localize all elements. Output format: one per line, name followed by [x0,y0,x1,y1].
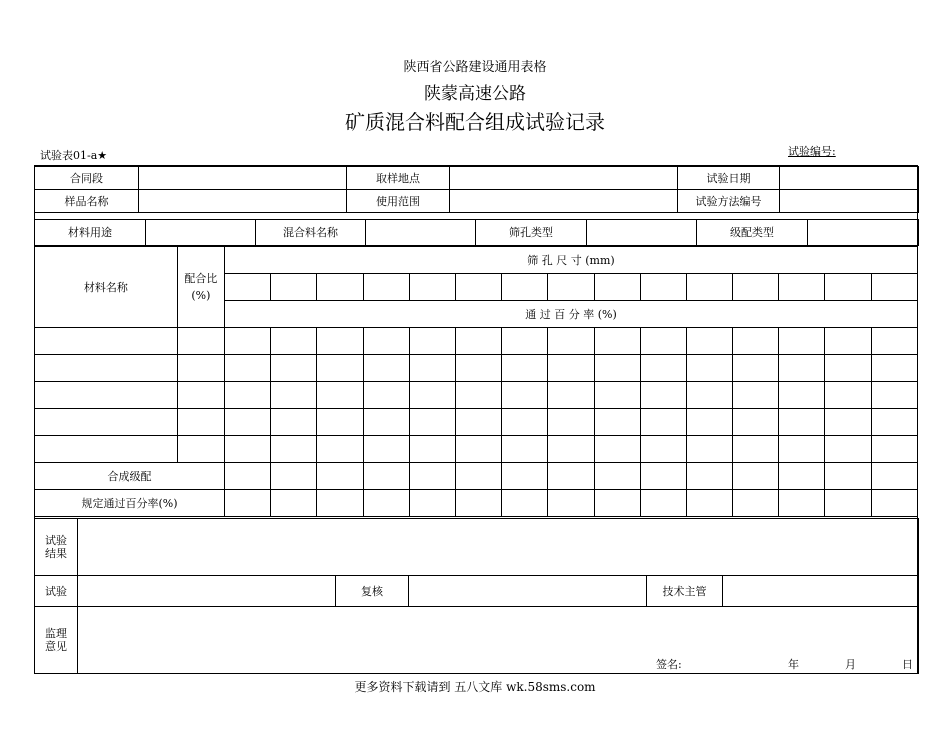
grid-cell[interactable] [686,436,732,463]
sample-name-field[interactable] [139,190,347,213]
passing-percent-header: 通 过 百 分 率 (%) [225,301,918,328]
grid-cell[interactable] [317,436,363,463]
grid-cell[interactable] [686,490,732,517]
grid-cell[interactable] [779,355,825,382]
grid-cell[interactable] [594,355,640,382]
synthetic-gradation-label: 合成级配 [35,463,225,490]
grid-cell[interactable] [455,463,501,490]
material-name-cell[interactable] [35,409,178,436]
mixture-name-label: 混合料名称 [256,220,366,246]
mix-ratio-cell[interactable] [177,328,224,355]
grid-cell[interactable] [363,490,409,517]
grid-cell[interactable] [871,328,917,355]
test-sign-label: 试验 [35,576,78,607]
grid-cell[interactable] [317,463,363,490]
material-table [34,219,919,246]
form-title: 矿质混合料配合组成试验记录 [345,110,605,134]
grid-cell[interactable] [640,409,686,436]
grid-cell[interactable] [502,436,548,463]
grid-cell[interactable] [225,463,271,490]
grid-cell[interactable] [548,328,594,355]
grid-cell[interactable] [594,328,640,355]
grid-cell[interactable] [317,409,363,436]
grid-cell[interactable] [733,409,779,436]
org-title: 陕西省公路建设通用表格 [403,60,547,75]
mix-ratio-header [177,247,224,328]
sieve-size-cell[interactable] [686,274,732,301]
material-row [35,409,918,436]
grid-cell[interactable] [594,490,640,517]
grid-cell[interactable] [409,355,455,382]
purpose-field[interactable] [146,220,256,246]
grid-cell[interactable] [317,328,363,355]
grid-cell[interactable] [779,490,825,517]
grid-cell[interactable] [686,409,732,436]
day-label: 日 [902,658,913,671]
grid-cell[interactable] [363,355,409,382]
tech-supervisor-field[interactable] [723,576,919,607]
grid-cell[interactable] [779,328,825,355]
grid-cell[interactable] [317,490,363,517]
supervision-line1: 监理 [45,627,67,640]
grid-cell[interactable] [825,355,871,382]
test-result-field[interactable] [78,519,919,576]
grid-cell[interactable] [271,490,317,517]
test-sign-field[interactable] [78,576,336,607]
grid-cell[interactable] [594,463,640,490]
grid-cell[interactable] [686,328,732,355]
grid-cell[interactable] [779,436,825,463]
material-row [35,355,918,382]
grid-cell[interactable] [455,382,501,409]
grid-cell[interactable] [409,409,455,436]
grid-cell[interactable] [225,409,271,436]
grid-cell[interactable] [594,409,640,436]
gradation-type-label: 级配类型 [697,220,808,246]
grid-cell[interactable] [779,463,825,490]
material-name-cell[interactable] [35,436,178,463]
test-date-label: 试验日期 [678,167,780,190]
material-name-cell[interactable] [35,355,178,382]
grid-cell[interactable] [733,328,779,355]
purpose-label: 材料用途 [35,220,146,246]
grid-cell[interactable] [594,436,640,463]
grid-cell[interactable] [686,382,732,409]
sieve-size-cell[interactable] [548,274,594,301]
test-result-line2: 结果 [45,547,67,560]
material-row [35,328,918,355]
grid-cell[interactable] [686,463,732,490]
gradation-table [34,246,918,517]
test-method-label: 试验方法编号 [678,190,780,213]
sieve-type-label: 筛孔类型 [476,220,587,246]
grid-cell[interactable] [825,382,871,409]
tech-supervisor-label: 技术主管 [647,576,723,607]
grid-cell[interactable] [502,490,548,517]
grid-cell[interactable] [548,409,594,436]
mix-ratio-cell[interactable] [177,382,224,409]
grid-cell[interactable] [271,409,317,436]
grid-cell[interactable] [686,355,732,382]
sample-name-label: 样品名称 [35,190,139,213]
grid-cell[interactable] [640,382,686,409]
grid-cell[interactable] [363,409,409,436]
grid-cell[interactable] [548,382,594,409]
grid-cell[interactable] [640,490,686,517]
sieve-size-cell[interactable] [455,274,501,301]
grid-cell[interactable] [825,328,871,355]
grid-cell[interactable] [409,436,455,463]
material-name-cell[interactable] [35,328,178,355]
grid-cell[interactable] [825,436,871,463]
sieve-size-cell[interactable] [363,274,409,301]
grid-cell[interactable] [825,490,871,517]
grid-cell[interactable] [455,490,501,517]
test-result-line1: 试验 [45,534,67,547]
sieve-type-field[interactable] [587,220,697,246]
grid-cell[interactable] [733,382,779,409]
sieve-size-cell[interactable] [640,274,686,301]
grid-cell[interactable] [640,355,686,382]
grid-cell[interactable] [825,409,871,436]
specified-passing-label: 规定通过百分率(%) [35,490,225,517]
grid-cell[interactable] [225,382,271,409]
grid-cell[interactable] [871,409,917,436]
sieve-size-cell[interactable] [733,274,779,301]
material-rows [35,328,918,463]
grid-cell[interactable] [455,328,501,355]
test-method-field[interactable] [780,190,919,213]
grid-cell[interactable] [225,328,271,355]
grid-cell[interactable] [225,490,271,517]
material-name-header: 材料名称 [35,247,178,328]
review-field[interactable] [409,576,647,607]
grid-cell[interactable] [871,436,917,463]
bottom-table [34,518,919,674]
grid-cell[interactable] [455,409,501,436]
grid-cell[interactable] [271,355,317,382]
mix-ratio-cell[interactable] [177,355,224,382]
grid-cell[interactable] [548,490,594,517]
grid-cell[interactable] [363,328,409,355]
grid-cell[interactable] [871,490,917,517]
grid-cell[interactable] [271,463,317,490]
mix-ratio-cell[interactable] [177,436,224,463]
gradation-type-field[interactable] [808,220,919,246]
grid-cell[interactable] [502,355,548,382]
usage-scope-label: 使用范围 [347,190,450,213]
grid-cell[interactable] [640,463,686,490]
form-number: 试验表01-a★ [40,149,108,162]
grid-cell[interactable] [363,436,409,463]
grid-cell[interactable] [733,355,779,382]
grid-cell[interactable] [594,382,640,409]
sieve-size-cell[interactable] [225,274,271,301]
grid-cell[interactable] [779,382,825,409]
sieve-size-cell[interactable] [825,274,871,301]
sieve-size-cell[interactable] [779,274,825,301]
usage-scope-field[interactable] [450,190,678,213]
grid-cell[interactable] [317,355,363,382]
grid-cell[interactable] [640,328,686,355]
grid-cell[interactable] [502,409,548,436]
sampling-location-field[interactable] [450,167,678,190]
grid-cell[interactable] [271,436,317,463]
test-date-field[interactable] [780,167,919,190]
grid-cell[interactable] [225,355,271,382]
grid-cell[interactable] [225,436,271,463]
supervision-line2: 意见 [45,640,67,653]
sieve-size-header: 筛 孔 尺 寸 (mm) [225,247,918,274]
grid-cell[interactable] [640,436,686,463]
test-result-label [35,519,78,576]
grid-cell[interactable] [455,436,501,463]
grid-cell[interactable] [548,436,594,463]
grid-cell[interactable] [271,328,317,355]
mix-ratio-label: 配合比 [184,272,218,285]
grid-cell[interactable] [455,355,501,382]
grid-cell[interactable] [271,382,317,409]
grid-cell[interactable] [409,382,455,409]
grid-cell[interactable] [548,463,594,490]
year-label: 年 [788,658,799,671]
supervision-label [35,607,78,674]
mix-ratio-unit: (%) [191,289,211,302]
grid-cell[interactable] [363,463,409,490]
grid-cell[interactable] [733,436,779,463]
grid-cell[interactable] [871,382,917,409]
month-label: 月 [845,658,856,671]
sieve-size-cell[interactable] [409,274,455,301]
specified-passing-row [35,490,918,517]
sieve-size-cell[interactable] [871,274,917,301]
footer-text: 更多资料下载请到 五八文库 wk.58sms.com [354,680,596,694]
grid-cell[interactable] [409,328,455,355]
grid-cell[interactable] [733,490,779,517]
grid-cell[interactable] [548,355,594,382]
test-number-label: 试验编号: [788,145,836,158]
sieve-size-cell[interactable] [271,274,317,301]
grid-cell[interactable] [409,463,455,490]
sieve-size-cell[interactable] [594,274,640,301]
grid-cell[interactable] [871,463,917,490]
review-label: 复核 [336,576,409,607]
sampling-location-label: 取样地点 [347,167,450,190]
material-row [35,436,918,463]
grid-cell[interactable] [825,463,871,490]
material-name-cell[interactable] [35,382,178,409]
grid-cell[interactable] [733,463,779,490]
mixture-name-field[interactable] [366,220,476,246]
sieve-size-cell[interactable] [502,274,548,301]
project-title: 陕蒙高速公路 [424,84,526,104]
grid-cell[interactable] [779,409,825,436]
sign-label: 签名: [656,658,682,671]
grid-cell[interactable] [409,490,455,517]
material-row [35,382,918,409]
grid-cell[interactable] [363,382,409,409]
mix-ratio-cell[interactable] [177,409,224,436]
synthetic-gradation-row [35,463,918,490]
sieve-size-cell[interactable] [317,274,363,301]
grid-cell[interactable] [871,355,917,382]
info-table [34,166,919,213]
grid-cell[interactable] [502,463,548,490]
contract-section-label: 合同段 [35,167,139,190]
grid-cell[interactable] [502,382,548,409]
grid-cell[interactable] [317,382,363,409]
contract-section-field[interactable] [139,167,347,190]
grid-cell[interactable] [502,328,548,355]
